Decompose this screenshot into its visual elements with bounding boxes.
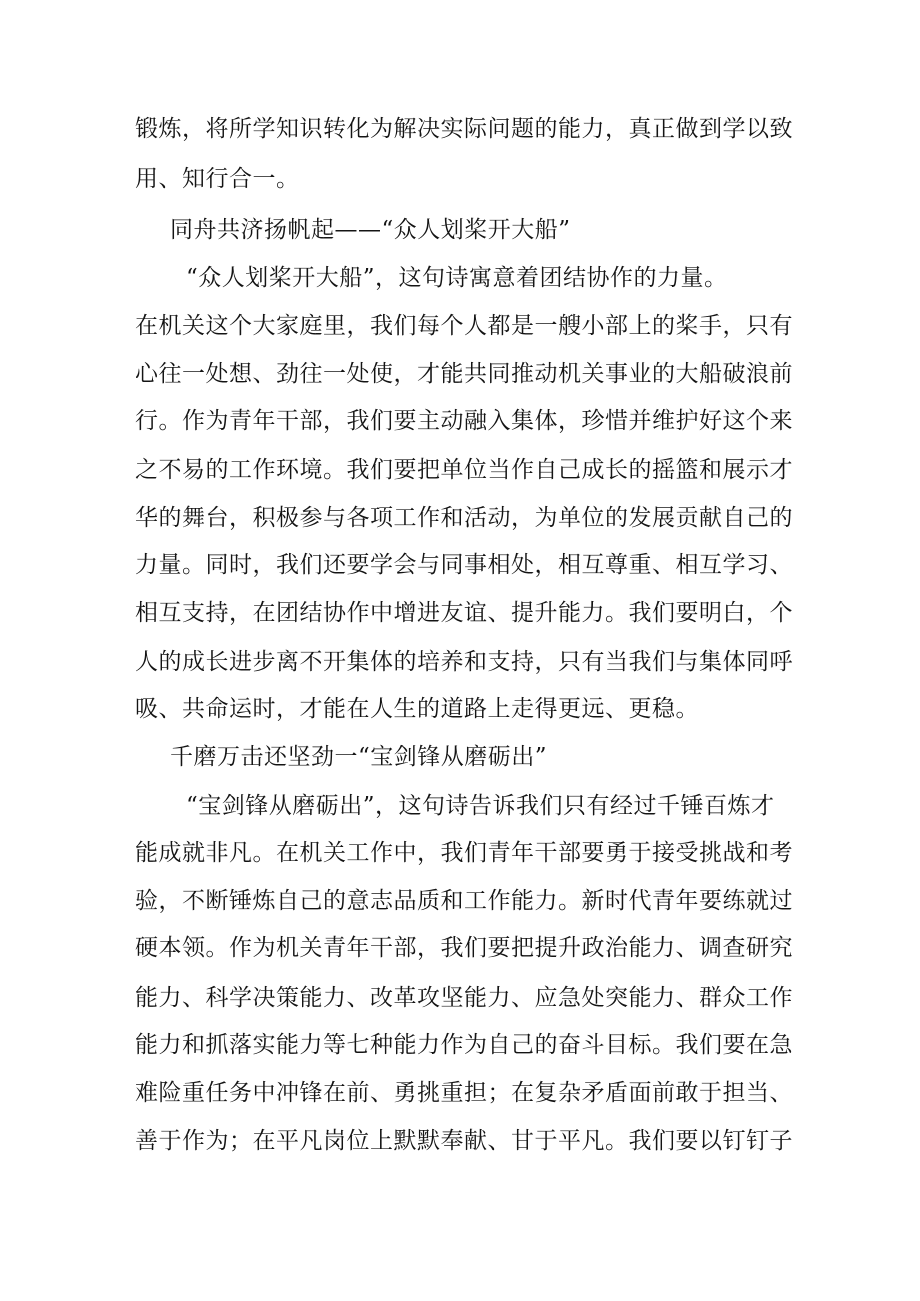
paragraph-line: 善于作为；在平凡岗位上默默奉献、甘于平凡。我们要以钉钉子	[135, 1128, 793, 1154]
paragraph-line: 心往一处想、劲往一处使，才能共同推动机关事业的大船破浪前	[135, 361, 793, 387]
paragraph-line: 验，不断锤炼自己的意志品质和工作能力。新时代青年要练就过	[135, 888, 793, 914]
paragraph-line: 能力和抓落实能力等七种能力作为自己的奋斗目标。我们要在急	[135, 1032, 793, 1058]
section-heading: 千磨万击还坚劲一“宝剑锋从磨砺出”	[170, 744, 548, 770]
paragraph-line: “宝剑锋从磨砺出”，这句诗告诉我们只有经过千锤百炼才	[186, 793, 775, 819]
paragraph-line: 华的舞台，积极参与各项工作和活动，为单位的发展贡献自己的	[135, 505, 793, 531]
paragraph-line: 之不易的工作环境。我们要把单位当作自己成长的摇篮和展示才	[135, 457, 793, 483]
paragraph-line: 能成就非凡。在机关工作中，我们青年干部要勇于接受挑战和考	[135, 840, 793, 866]
paragraph-line: 相互支持，在团结协作中增进友谊、提升能力。我们要明白，个	[135, 600, 793, 626]
paragraph-line: 人的成长进步离不开集体的培养和支持，只有当我们与集体同呼	[135, 649, 793, 675]
paragraph-line: 难险重任务中冲锋在前、勇挑重担；在复杂矛盾面前敢于担当、	[135, 1080, 793, 1106]
paragraph-line: 力量。同时，我们还要学会与同事相处，相互尊重、相互学习、	[135, 552, 793, 578]
paragraph-line: 行。作为青年干部，我们要主动融入集体，珍惜并维护好这个来	[135, 408, 793, 434]
paragraph-line: 锻炼，将所学知识转化为解决实际问题的能力，真正做到学以致	[135, 116, 793, 142]
section-heading: 同舟共济扬帆起——“众人划桨开大船”	[170, 217, 571, 243]
paragraph-line: 吸、共命运时，才能在人生的道路上走得更远、更稳。	[135, 696, 699, 722]
paragraph-line: 硬本领。作为机关青年干部，我们要把提升政治能力、调查研究	[135, 935, 793, 961]
paragraph-line: 在机关这个大家庭里，我们每个人都是一艘小部上的桨手，只有	[135, 313, 793, 339]
paragraph-line: “众人划桨开大船”，这句诗寓意着团结协作的力量。	[186, 265, 728, 291]
paragraph-line: 用、知行合一。	[135, 166, 300, 192]
paragraph-line: 能力、科学决策能力、改革攻坚能力、应急处突能力、群众工作	[135, 985, 793, 1011]
